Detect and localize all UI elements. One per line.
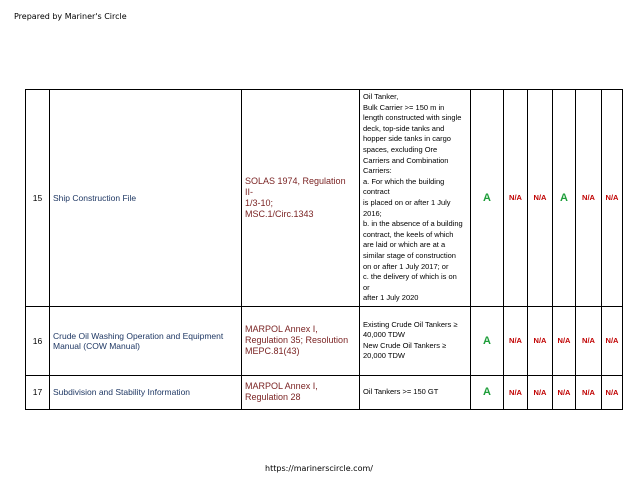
regulation-reference	[242, 375, 360, 409]
not-applicable-mark: N/A	[528, 375, 553, 409]
regulation-line: Regulation 28	[245, 392, 301, 403]
applicability-line: deck, top-side tanks and	[363, 123, 445, 133]
applicability-line: on or after 1 July 2017; or	[363, 261, 449, 271]
applicability-line: Oil Tankers >= 150 GT	[363, 387, 439, 397]
table-row	[26, 306, 623, 375]
applicability-line: similar stage of construction	[363, 250, 456, 260]
not-applicable-mark: N/A	[504, 90, 528, 307]
not-applicable-mark: N/A	[528, 90, 553, 307]
regulation-line: MARPOL Annex I,	[245, 381, 318, 392]
row-number: 16	[26, 306, 50, 375]
applicability-line: contract	[363, 187, 390, 197]
not-applicable-mark: N/A	[602, 90, 623, 307]
regulation-reference	[242, 306, 360, 375]
not-applicable-mark: N/A	[602, 375, 623, 409]
regulation-line: MSC.1/Circ.1343	[245, 208, 314, 219]
regulation-line: MEPC.81(43)	[245, 346, 300, 357]
applicability-line: are laid or which are at a	[363, 240, 446, 250]
applicability-line: 20,000 TDW	[363, 351, 405, 361]
table-row	[26, 90, 623, 307]
applicability-line: Oil Tanker,	[363, 92, 399, 101]
applicability-line: 40,000 TDW	[363, 330, 405, 340]
not-applicable-mark: N/A	[576, 375, 602, 409]
applicability-line: contract, the keels of which	[363, 229, 454, 239]
applicability-line: b. in the absence of a building	[363, 219, 463, 229]
not-applicable-mark: N/A	[576, 90, 602, 307]
page-header: Prepared by Mariner's Circle	[14, 12, 127, 21]
not-applicable-mark: N/A	[553, 375, 576, 409]
applicability-line: after 1 July 2020	[363, 293, 419, 303]
not-applicable-mark: N/A	[504, 306, 528, 375]
applicable-mark: A	[471, 375, 504, 409]
document-title: Crude Oil Washing Operation and Equipment Manual (COW Manual)	[50, 306, 242, 375]
applicability-line: Carriers and Combination	[363, 155, 449, 165]
applicability-text	[360, 90, 471, 307]
applicability-line: spaces, excluding Ore	[363, 144, 438, 154]
table-row	[26, 375, 623, 409]
regulation-line: Regulation 35; Resolution	[245, 335, 349, 346]
applicability-line: is placed on or after 1 July	[363, 197, 451, 207]
not-applicable-mark: N/A	[528, 306, 553, 375]
applicability-line: hopper side tanks in cargo	[363, 134, 451, 144]
applicable-mark: A	[553, 90, 576, 307]
regulation-reference	[242, 90, 360, 307]
row-number: 17	[26, 375, 50, 409]
page-footer: https://marinerscircle.com/	[265, 464, 373, 473]
not-applicable-mark: N/A	[504, 375, 528, 409]
certificate-table	[25, 89, 623, 410]
row-number: 15	[26, 90, 50, 307]
applicability-line: Existing Crude Oil Tankers ≥	[363, 319, 458, 329]
applicability-line: Carriers:	[363, 166, 392, 176]
applicable-mark: A	[471, 90, 504, 307]
applicability-line: or	[363, 282, 370, 292]
regulation-line: SOLAS 1974, Regulation II-	[245, 175, 346, 197]
applicability-line: Bulk Carrier >= 150 m in	[363, 102, 445, 112]
applicability-text	[360, 375, 471, 409]
document-title: Ship Construction File	[50, 90, 242, 307]
applicability-line: 2016;	[363, 208, 382, 218]
applicable-mark: A	[471, 306, 504, 375]
applicability-line: length constructed with single	[363, 113, 462, 123]
regulation-line: 1/3-10;	[245, 197, 274, 208]
regulation-line: MARPOL Annex I,	[245, 324, 318, 335]
not-applicable-mark: N/A	[553, 306, 576, 375]
document-title: Subdivision and Stability Information	[50, 375, 242, 409]
applicability-text	[360, 306, 471, 375]
not-applicable-mark: N/A	[602, 306, 623, 375]
applicability-line: c. the delivery of which is on	[363, 272, 457, 282]
applicability-line: a. For which the building	[363, 176, 445, 186]
not-applicable-mark: N/A	[576, 306, 602, 375]
applicability-line: New Crude Oil Tankers ≥	[363, 340, 447, 350]
